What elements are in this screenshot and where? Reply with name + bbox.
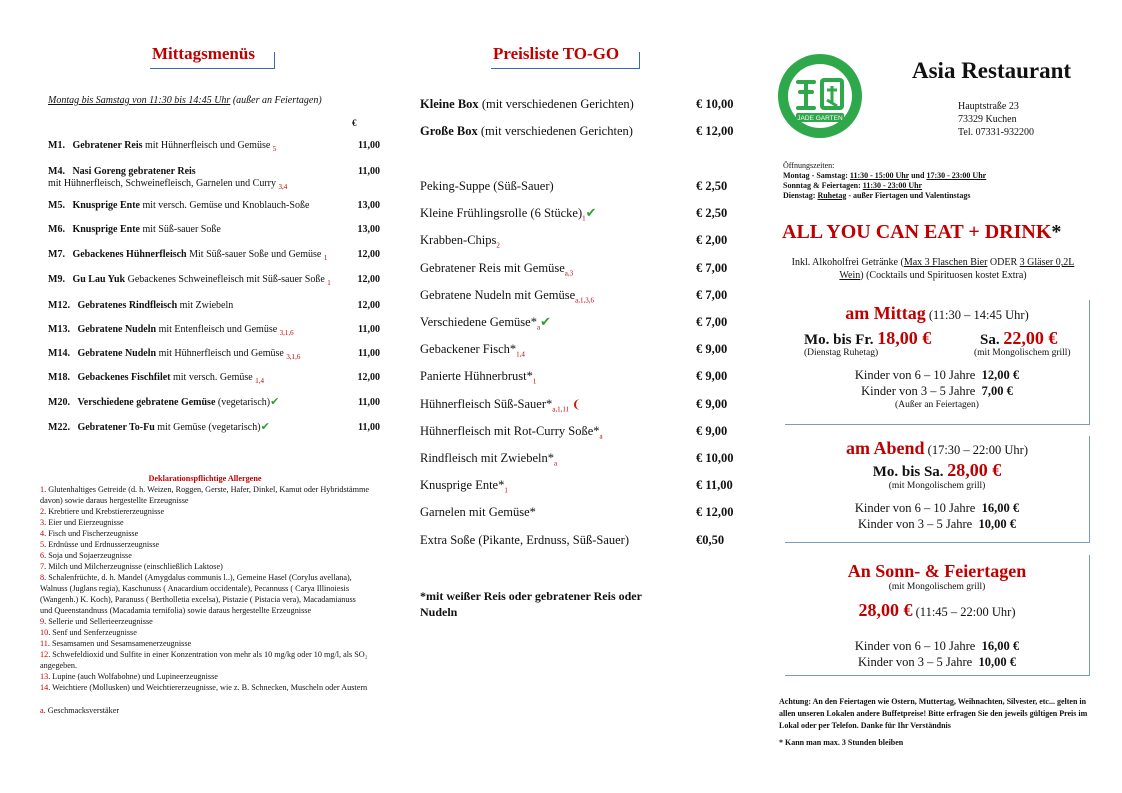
ayce-text: ALL YOU CAN EAT + DRINK [782,221,1052,243]
hours-day: Montag - Samstag: [783,171,848,180]
lunch-buffet-time: (11:30 – 14:45 Uhr) [925,308,1029,322]
togo-item-name: Garnelen mit Gemüse* [420,505,536,520]
togo-item-price: € 9,00 [696,396,728,411]
togo-item-allergen: a,3 [564,269,574,278]
allergen-text: . Erdnüsse und Erdnusserzeugnisse [44,540,160,549]
togo-item-price: € 12,00 [696,505,734,520]
lunch-item-name: Gebackenes Hühnerfleisch [72,249,187,260]
allergen-text: . Lupine (auch Wolfabohne) und Lupineerzeugnisse [48,672,218,681]
allergen-number: 1 [40,485,45,494]
evening-note: (mit Mongolischem grill) [888,481,986,491]
vegetarian-leaf-icon: ✔ [260,421,270,433]
togo-item-allergen: a [599,432,603,441]
allergen-list [40,484,370,693]
togo-item-name: Kleine Frühlingsrolle (6 Stücke) [420,206,583,221]
incl-part-a: Inkl. Alkoholfrei Getränke ( [791,257,904,268]
lunch-item-name: Knusprige Ente [72,200,140,211]
hours-row [783,171,986,181]
togo-box-desc: (mit verschiedenen Gerichten) [478,97,634,111]
hours-day: Sonntag & Feiertagen: [783,181,861,190]
togo-side-note: *mit weißer Reis oder gebratener Reis oder Nudeln [420,589,642,619]
lunch-item [48,397,380,409]
evening-kids-prices [785,500,1089,532]
togo-box-item [420,124,738,139]
evening-buffet-heading [785,438,1089,459]
togo-box-name: Kleine Box [420,97,479,111]
allergen-item [40,539,370,550]
togo-item-price: € 9,00 [696,369,728,384]
lunch-item-number: M6. [48,224,65,235]
lunch-item [48,224,380,236]
ayce-star: * [1051,221,1062,243]
lunch-item-desc: mit Gemüse (vegetarisch) [157,422,261,433]
togo-item-name: Knusprige Ente* [420,478,505,493]
allergen-number: 7 [40,562,45,571]
allergen-text: . Glutenhaltiges Getreide (d. h. Weizen, Roggen, Gerste, Hafer, Dinkel, Kamut oder Hybridstämme davon) sowie daraus hergestellte Erzeugnisse [40,485,369,505]
allergen-item [40,517,370,528]
allergen-text: . Senf und Senferzeugnisse [48,628,137,637]
lunch-kids-prices [785,367,1089,412]
togo-box-price: € 12,00 [696,124,734,138]
lunch-kid1-price: 12,00 € [981,368,1020,382]
lunch-item-price: 11,00 [358,166,380,177]
allergen-item [40,528,370,539]
logo-text: JADE GARTEN [797,115,843,122]
lunch-item-number: M1. [48,140,65,151]
allergen-item [40,484,370,506]
lunch-item-price: 11,00 [358,324,380,335]
holiday-time: (11:45 – 22:00 Uhr) [912,605,1016,619]
holiday-kid2-price: 10,00 € [978,655,1016,669]
togo-item-name: Gebackener Fisch* [420,342,517,357]
address-phone: Tel. 07331-932200 [958,127,1034,138]
holiday-kid1-price: 16,00 € [981,639,1020,653]
hours-label: Öffnungszeiten: [783,161,835,170]
allergen-number: 3 [40,518,45,527]
togo-item-name: Rindfleisch mit Zwiebeln* [420,451,555,465]
allergen-text: . Weichtiere (Mollusken) und Weichtiererzeugnisse, wie z. B. Schnecken, Muscheln oder Austern [48,683,368,692]
togo-item [420,369,738,390]
lunch-item-desc: mit Entenfleisch und Gemüse [158,324,278,335]
address-street: Hauptstraße 23 [958,101,1019,112]
togo-item [420,233,738,254]
lunch-item-price: 11,00 [358,397,380,408]
togo-item-price: € 9,00 [696,342,728,357]
lunch-item-number: M4. [48,166,65,177]
allergen-number: 8 [40,573,45,582]
lunch-item-price: 12,00 [357,300,380,311]
lunch-item-name: Gebratener Reis [72,140,143,151]
togo-box-price: € 10,00 [696,97,734,111]
lunch-item-allergen: 5 [272,145,277,153]
togo-item-price: € 11,00 [696,478,733,493]
lunch-item-number: M5. [48,200,65,211]
togo-box-desc: (mit verschiedenen Gerichten) [477,124,633,138]
togo-item-name: Extra Soße (Pikante, Erdnuss, Süß-Sauer) [420,532,629,547]
lunch-item-price: 11,00 [358,140,380,151]
evening-price-value: 28,00 € [947,460,1002,480]
togo-item-name: Peking-Suppe (Süß-Sauer) [420,179,554,193]
allergen-item [40,671,370,682]
lunch-item-allergen: 3,4 [278,183,288,191]
togo-item-name: Hühnerfleisch Süß-Sauer* [420,396,553,411]
allergen-number: 2 [40,507,45,516]
allergen-text: . Eier und Eierzeugnisse [44,518,124,527]
holiday-attention-note: Achtung: An den Feiertagen wie Ostern, Muttertag, Weihnachten, Silvester, etc... gelten in allen unseren Lokalen andere Buffetpreise! Bitte erfragen Sie den jeweils gültigen Preis im Lokal oder per Telefon. Danke für Ihr Verständnis [779,697,1088,730]
hours-row [783,191,986,201]
restaurant-address [958,100,1034,139]
togo-item-allergen: a,1,3,6 [575,296,595,305]
lunch-item [48,200,380,212]
lunch-item-name: Gebratener To-Fu [77,422,155,433]
togo-item-price: € 7,00 [696,287,728,302]
togo-item [420,315,738,336]
allergen-text: . Krebtiere und Krebstiererzeugnisse [44,507,165,516]
allergen-declaration [40,473,370,716]
holiday-kid1-label: Kinder von 6 – 10 Jahre [854,639,976,653]
hours-time-1: 11:30 - 15:00 Uhr [849,171,910,180]
lunch-item-price: 11,00 [358,348,380,359]
togo-item-allergen: a [536,323,541,332]
incl-beer: Max 3 Flaschen Bier [903,257,988,268]
togo-item-price: € 7,00 [696,260,728,275]
lunch-item-number: M7. [48,249,65,260]
allergen-item [40,550,370,561]
allergen-number: 12 [40,650,49,659]
lunch-item-desc: Gebackenes Schweinefleisch mit Süß-sauer Soße [127,274,325,285]
lunch-item-allergen: 3,1,6 [286,353,301,361]
lunch-item-desc: mit Hühnerfleisch und Gemüse [145,140,271,151]
lunch-item-number: M18. [48,372,70,383]
lunch-item-number: M20. [48,397,70,408]
holiday-kid2-label: Kinder von 3 – 5 Jahre [858,655,973,669]
lunch-saturday-note: (mit Mongolischem grill) [974,348,1071,358]
incl-part-c: ) (Cocktails und Spirituosen kostet Extra) [860,270,1027,281]
lunch-item-price: 12,00 [357,372,380,383]
hours-mid: und [909,171,927,180]
togo-item [420,179,738,194]
togo-item [420,261,738,282]
togo-item-name: Krabben-Chips [420,233,497,248]
opening-hours [783,161,986,201]
allergen-number: 14 [40,683,49,692]
togo-item [420,451,738,472]
hours-list [783,171,986,201]
lunch-weekday-price [804,328,931,349]
lunch-item [48,274,380,289]
togo-item [420,206,738,227]
togo-item-allergen: 1,4 [516,350,525,359]
lunch-buffet-heading [785,303,1089,324]
allergen-number: 9 [40,617,45,626]
lunch-item-desc: mit Hühnerfleisch, Schweinefleisch, Garnelen und Curry [48,178,276,189]
lunch-kid2-price: 7,00 € [981,384,1013,398]
vegetarian-leaf-icon: ✔ [540,314,551,329]
lunch-item-price: 11,00 [358,422,380,433]
lunch-item-price: 12,00 [357,249,380,260]
togo-item-price: €0,50 [696,532,725,547]
lunch-item-desc: mit Süß-sauer Soße [142,224,221,235]
allergen-number: 5 [40,540,45,549]
togo-item-name: Verschiedene Gemüse* [420,315,537,329]
lunch-item-number: M22. [48,422,70,433]
lunch-buffet-title: am Mittag [845,303,926,323]
holiday-buffet-title: An Sonn- & Feiertagen [847,561,1027,581]
togo-item-price: € 9,00 [696,423,728,438]
lunch-weekday-note: (Dienstag Ruhetag) [804,348,879,358]
lunch-item [48,166,380,193]
togo-item-allergen: 1 [532,377,537,386]
togo-item-allergen: 1 [504,486,508,495]
allergen-text: . Schalenfrüchte, d. h. Mandel (Amygdalus communis l..), Gemeine Hasel (Corylus avellana), Walnuss (Juglans regia), Kaschunuss ( Anacardium occidentale), Pecannuss ( Carya Illinoiesis (Wangenh.) K. Koch), Paranuss ( Bertholletia excelsa), Pistazie ( Pistacia vera), Macadamianuss und Queenstandnuss (Macadamia ternifolia) sowie daraus hergestellte Erzeugnisse [40,573,356,615]
allergen-title: Deklarationspflichtige Allergene [148,474,262,483]
evening-price-label: Mo. bis Sa. [872,464,944,480]
togo-title: Preisliste TO-GO [493,44,620,63]
lunch-menu-title: Mittagsmenüs [152,44,255,63]
lunch-item-name: Gebratenes Rindfleisch [77,300,178,311]
togo-item [420,397,738,418]
buffet-inclusions [782,256,1084,282]
lunch-saturday-price [980,328,1057,349]
lunch-weekday-label: Mo. bis Fr. [804,332,874,348]
lunch-item-name: Gu Lau Yuk [72,274,126,285]
togo-item-allergen: a [554,459,558,468]
lunch-item-number: M13. [48,324,70,335]
togo-item-name: Gebratene Nudeln mit Gemüse [420,287,576,302]
lunch-item-number: M14. [48,348,70,359]
additive-line [40,705,370,716]
togo-item-price: € 10,00 [696,451,734,465]
allergen-text: . Milch und Milcherzeugnisse (einschließlich Laktose) [44,562,223,571]
lunch-item-name: Gebackenes Fischfilet [77,372,171,383]
allergen-item [40,638,370,649]
allergen-text: . Sellerie und Sellerieerzeugnisse [44,617,153,626]
hours-time-2: 17:30 - 23:00 Uhr [926,171,987,180]
allergen-text: . Schwefeldioxid und Sulfite in einer Konzentration von mehr als 10 mg/kg oder 10 mg/l, als SO₂ angegeben. [40,650,368,670]
lunch-item [48,348,380,363]
lunch-kid1-label: Kinder von 6 – 10 Jahre [854,368,976,382]
holiday-kids-prices [785,638,1089,670]
togo-item-price: € 2,50 [696,179,728,193]
allergen-item [40,572,370,616]
evening-kid1-label: Kinder von 6 – 10 Jahre [854,501,976,515]
lunch-item-name: Nasi Goreng gebratener Reis [72,166,196,177]
hours-row [783,181,986,191]
lunch-item-number: M9. [48,274,65,285]
euro-column-header: € [352,118,357,128]
lunch-item [48,324,380,339]
allergen-item [40,682,370,693]
evening-kid1-price: 16,00 € [981,501,1020,515]
holiday-buffet-heading [785,561,1089,582]
lunch-weekday-value: 18,00 € [877,328,932,348]
hours-mid: - außer Fiertagen und Valentinstags [846,191,971,200]
hours-time-1: 11:30 - 23:00 Uhr [862,181,923,190]
lunch-item-desc: (vegetarisch) [217,397,271,408]
lunch-note: (außer an Feiertagen) [232,95,322,106]
togo-item-allergen: 2 [496,241,500,250]
lunch-item-name: Knusprige Ente [72,224,140,235]
allergen-number: 10 [40,628,49,637]
lunch-item-desc: mit versch. Gemüse und Knoblauch-Soße [142,200,310,211]
togo-item-allergen: 1 [582,214,586,223]
allergen-item [40,627,370,638]
jade-garten-logo [778,40,862,150]
togo-item-price: € 7,00 [696,315,728,329]
allergen-text: . Sesamsamen und Sesamsamenerzeugnisse [47,639,192,648]
togo-item [420,478,738,499]
togo-item-name: Gebratener Reis mit Gemüse [420,260,565,275]
lunch-intro [48,95,322,106]
hours-day: Dienstag: [783,191,816,200]
togo-item-name: Hühnerfleisch mit Rot-Curry Soße* [420,423,600,438]
togo-item-price: € 2,50 [696,206,728,221]
lunch-item-desc: mit versch. Gemüse [173,372,253,383]
lunch-item-desc: mit Zwiebeln [179,300,234,311]
allergen-item [40,506,370,517]
lunch-item [48,140,380,155]
evening-buffet-title: am Abend [846,438,925,458]
togo-box-item [420,97,738,112]
lunch-days: Montag bis Samstag von 11:30 bis 14:45 Uhr [48,95,231,106]
togo-item [420,288,738,309]
lunch-item-name: Verschiedene gebratene Gemüse [77,397,216,408]
lunch-item [48,422,380,434]
allergen-text: . Fisch und Fischerzeugnisse [44,529,139,538]
allergen-number: 4 [40,529,45,538]
evening-price [785,460,1089,481]
evening-kid2-label: Kinder von 3 – 5 Jahre [858,517,973,531]
lunch-item-desc: Mit Süß-sauer Soße und Gemüse [189,249,322,260]
max-stay-note: * Kann man max. 3 Stunden bleiben [779,738,904,747]
lunch-item [48,372,380,387]
evening-kid2-price: 10,00 € [978,517,1016,531]
lunch-saturday-label: Sa. [980,332,1000,348]
lunch-item-price: 12,00 [357,274,380,285]
lunch-item [48,300,380,312]
evening-buffet-time: (17:30 – 22:00 Uhr) [924,443,1028,457]
lunch-item-name: Gebratene Nudeln [77,324,157,335]
togo-item-name: Panierte Hühnerbrust* [420,369,533,384]
lunch-kid2-label: Kinder von 3 – 5 Jahre [861,384,976,398]
togo-title-underline [491,52,640,69]
togo-box-name: Große Box [420,124,478,138]
allergen-text: . Soja und Sojaerzeugnisse [44,551,132,560]
holiday-price-value: 28,00 € [858,600,913,620]
spicy-chili-icon: ❨ [569,398,582,411]
all-you-can-eat-title [782,221,1061,244]
togo-item [420,505,738,520]
vegetarian-leaf-icon: ✔ [270,396,280,408]
lunch-item-price: 13,00 [357,224,380,235]
allergen-item [40,561,370,572]
holiday-price [785,600,1089,621]
allergen-item [40,616,370,627]
allergen-item [40,649,370,671]
lunch-item-allergen: 1 [327,279,331,287]
lunch-item-name: Gebratene Nudeln [77,348,157,359]
togo-item-price: € 2,00 [696,233,728,248]
vegetarian-leaf-icon: ✔ [585,205,597,221]
lunch-item-allergen: 1 [323,254,328,262]
restaurant-name: Asia Restaurant [912,58,1072,83]
lunch-item-allergen: 3,1,6 [279,329,294,337]
incl-wine: 3 Gläser 0,2L Wein [839,257,1075,281]
additive-text: . Geschmacksverstäker [43,706,120,715]
lunch-item-allergen: 1,4 [255,377,264,385]
additive-letter: a [40,706,44,715]
lunch-title-underline [150,52,275,69]
togo-item [420,533,738,548]
address-city: 73329 Kuchen [958,114,1017,125]
lunch-item [48,249,380,264]
togo-item [420,342,738,363]
togo-item-allergen: a,1,11 [552,405,570,414]
holiday-note: (mit Mongolischem grill) [888,582,986,592]
lunch-kids-note: (Außer an Feiertagen) [895,400,979,410]
allergen-number: 6 [40,551,45,560]
togo-item [420,424,738,445]
lunch-saturday-value: 22,00 € [1003,328,1058,348]
lunch-item-desc: mit Hühnerfleisch und Gemüse [158,348,284,359]
lunch-item-number: M12. [48,300,70,311]
allergen-number: 13 [40,672,49,681]
hours-time-1: Ruhetag [817,191,847,200]
lunch-item-price: 13,00 [357,200,380,211]
allergen-number: 11 [40,639,48,648]
incl-part-b: ODER [987,257,1020,268]
